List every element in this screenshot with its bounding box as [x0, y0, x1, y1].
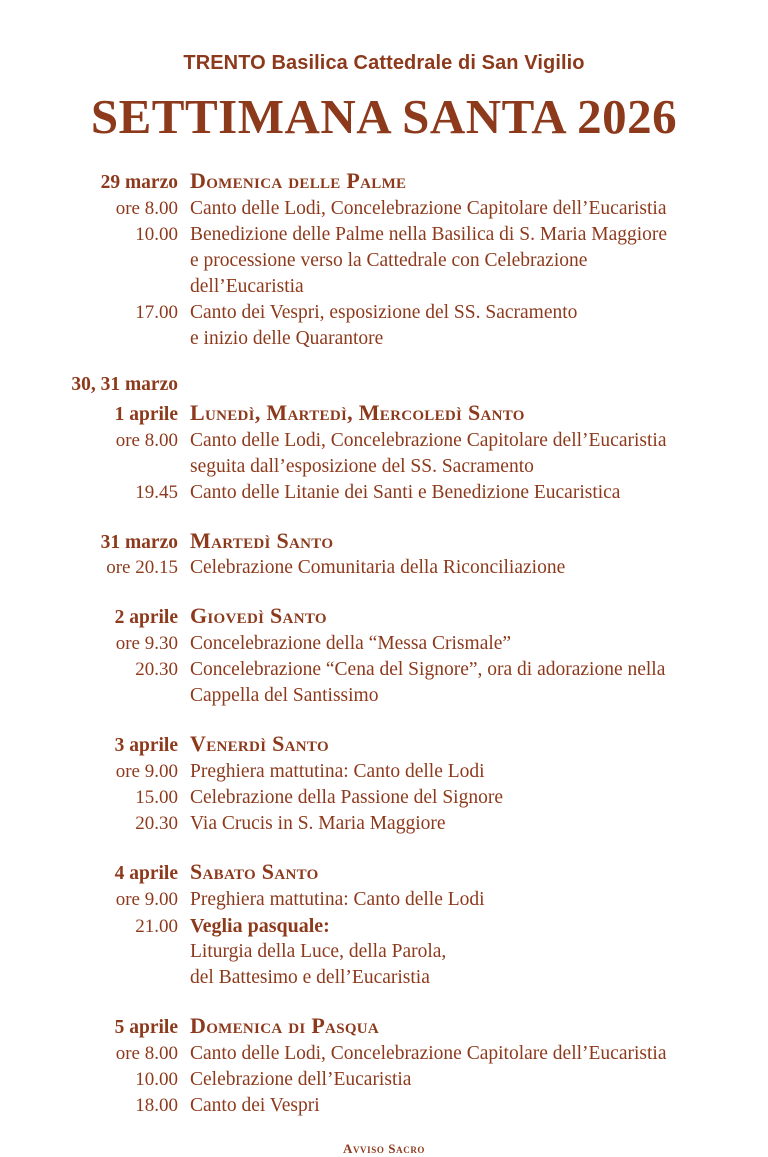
event-row: [62, 555, 720, 581]
schedule-block: [62, 372, 720, 506]
block-date: 1 aprile: [114, 403, 178, 425]
event-row-continuation: [62, 454, 720, 480]
event-time: ore 9.00: [115, 760, 178, 782]
event-description: Veglia pasquale:: [190, 914, 330, 937]
event-row: [62, 1093, 720, 1119]
block-heading-row: [62, 398, 720, 428]
schedule-block: [62, 166, 720, 351]
schedule-block: [62, 1011, 720, 1119]
event-time: 18.00: [135, 1094, 178, 1116]
event-row: [62, 428, 720, 454]
event-description: Canto dei Vespri, esposizione del SS. Sacramento: [190, 302, 578, 324]
event-description: Preghiera mattutina: Canto delle Lodi: [190, 888, 485, 910]
block-dayname: Sabato Santo: [190, 858, 319, 884]
block-dayname: Martedì Santo: [190, 527, 334, 553]
poster-header: [0, 0, 768, 142]
event-description: Canto delle Lodi, Concelebrazione Capitolare dell’Eucaristia: [190, 429, 667, 451]
event-description: dell’Eucaristia: [190, 276, 304, 298]
event-time: ore 8.00: [115, 429, 178, 451]
event-row: [62, 1041, 720, 1067]
church-name: TRENTO Basilica Cattedrale di San Vigilio: [183, 52, 585, 74]
event-description: Canto delle Lodi, Concelebrazione Capitolare dell’Eucaristia: [190, 198, 667, 220]
event-row: [62, 887, 720, 913]
event-time: ore 8.00: [115, 198, 178, 220]
event-description: Liturgia della Luce, della Parola,: [190, 941, 447, 963]
event-row: [62, 657, 720, 683]
event-description: Concelebrazione della “Messa Crismale”: [190, 633, 512, 655]
event-row: [62, 300, 720, 326]
event-row-continuation: [62, 683, 720, 709]
event-description: Via Crucis in S. Maria Maggiore: [190, 812, 446, 834]
event-row: [62, 759, 720, 785]
event-description: Celebrazione della Passione del Signore: [190, 786, 503, 808]
block-date: 3 aprile: [114, 735, 178, 757]
event-row: [62, 480, 720, 506]
event-time: 17.00: [135, 302, 178, 324]
block-dayname: Venerdì Santo: [190, 731, 329, 757]
event-time: 21.00: [135, 915, 178, 937]
event-row-continuation: [62, 248, 720, 274]
event-row: [62, 222, 720, 248]
block-heading-row: [62, 526, 720, 556]
schedule-list: [0, 166, 768, 1118]
event-description: Canto delle Lodi, Concelebrazione Capitolare dell’Eucaristia: [190, 1042, 667, 1064]
event-time: ore 9.30: [115, 633, 178, 655]
block-date-extra: 30, 31 marzo: [71, 373, 178, 395]
page-title: SETTIMANA SANTA 2026: [90, 89, 678, 144]
event-description: Benedizione delle Palme nella Basilica di S. Maria Maggiore: [190, 224, 668, 246]
event-row-continuation: [62, 326, 720, 352]
event-time: 15.00: [135, 786, 178, 808]
block-date: 4 aprile: [114, 862, 178, 884]
event-time: 20.30: [135, 812, 178, 834]
event-description: Cappella del Santissimo: [190, 685, 379, 707]
block-date: 29 marzo: [100, 172, 178, 194]
event-time: 10.00: [135, 224, 178, 246]
event-description: Concelebrazione “Cena del Signore”, ora di adorazione nella: [190, 659, 666, 681]
schedule-block: [62, 526, 720, 582]
event-row: [62, 913, 720, 940]
event-description: Celebrazione dell’Eucaristia: [190, 1068, 412, 1090]
schedule-block: [62, 857, 720, 991]
event-time: ore 8.00: [115, 1042, 178, 1064]
event-description: seguita dall’esposizione del SS. Sacramento: [190, 455, 534, 477]
block-dayname: Domenica di Pasqua: [190, 1013, 380, 1038]
block-dayname: Giovedì Santo: [190, 603, 327, 629]
event-description: Preghiera mattutina: Canto delle Lodi: [190, 760, 485, 782]
event-description: e inizio delle Quarantore: [190, 327, 384, 349]
event-row: [62, 785, 720, 811]
block-heading-row: [62, 1011, 720, 1041]
event-time: ore 9.00: [115, 888, 178, 910]
schedule-block: [62, 601, 720, 709]
event-row-continuation: [62, 965, 720, 991]
event-time: 20.30: [135, 659, 178, 681]
block-heading-row: [62, 601, 720, 631]
event-time: 10.00: [135, 1068, 178, 1090]
block-date: 31 marzo: [100, 531, 178, 553]
event-row: [62, 196, 720, 222]
event-description: Canto dei Vespri: [190, 1094, 320, 1116]
event-time: 19.45: [135, 481, 178, 503]
block-heading-row: [62, 729, 720, 759]
block-date: 5 aprile: [114, 1017, 178, 1038]
event-description: e processione verso la Cattedrale con Celebrazione: [190, 250, 588, 272]
event-row: [62, 811, 720, 837]
block-heading-row: [62, 166, 720, 196]
block-dayname: Lunedì, Martedì, Mercoledì Santo: [190, 399, 525, 425]
sacred-notice: Avviso Sacro: [342, 1140, 426, 1156]
block-dayname: Domenica delle Palme: [190, 168, 407, 194]
block-heading-row: [62, 857, 720, 887]
event-time: ore 20.15: [106, 557, 178, 579]
event-description: Celebrazione Comunitaria della Riconciliazione: [190, 557, 566, 579]
schedule-block: [62, 729, 720, 837]
event-description: del Battesimo e dell’Eucaristia: [190, 967, 430, 989]
event-row: [62, 631, 720, 657]
event-description: Canto delle Litanie dei Santi e Benedizione Eucaristica: [190, 481, 621, 503]
event-row-continuation: [62, 274, 720, 300]
event-row: [62, 1067, 720, 1093]
block-date: 2 aprile: [114, 607, 178, 629]
event-row-continuation: [62, 939, 720, 965]
